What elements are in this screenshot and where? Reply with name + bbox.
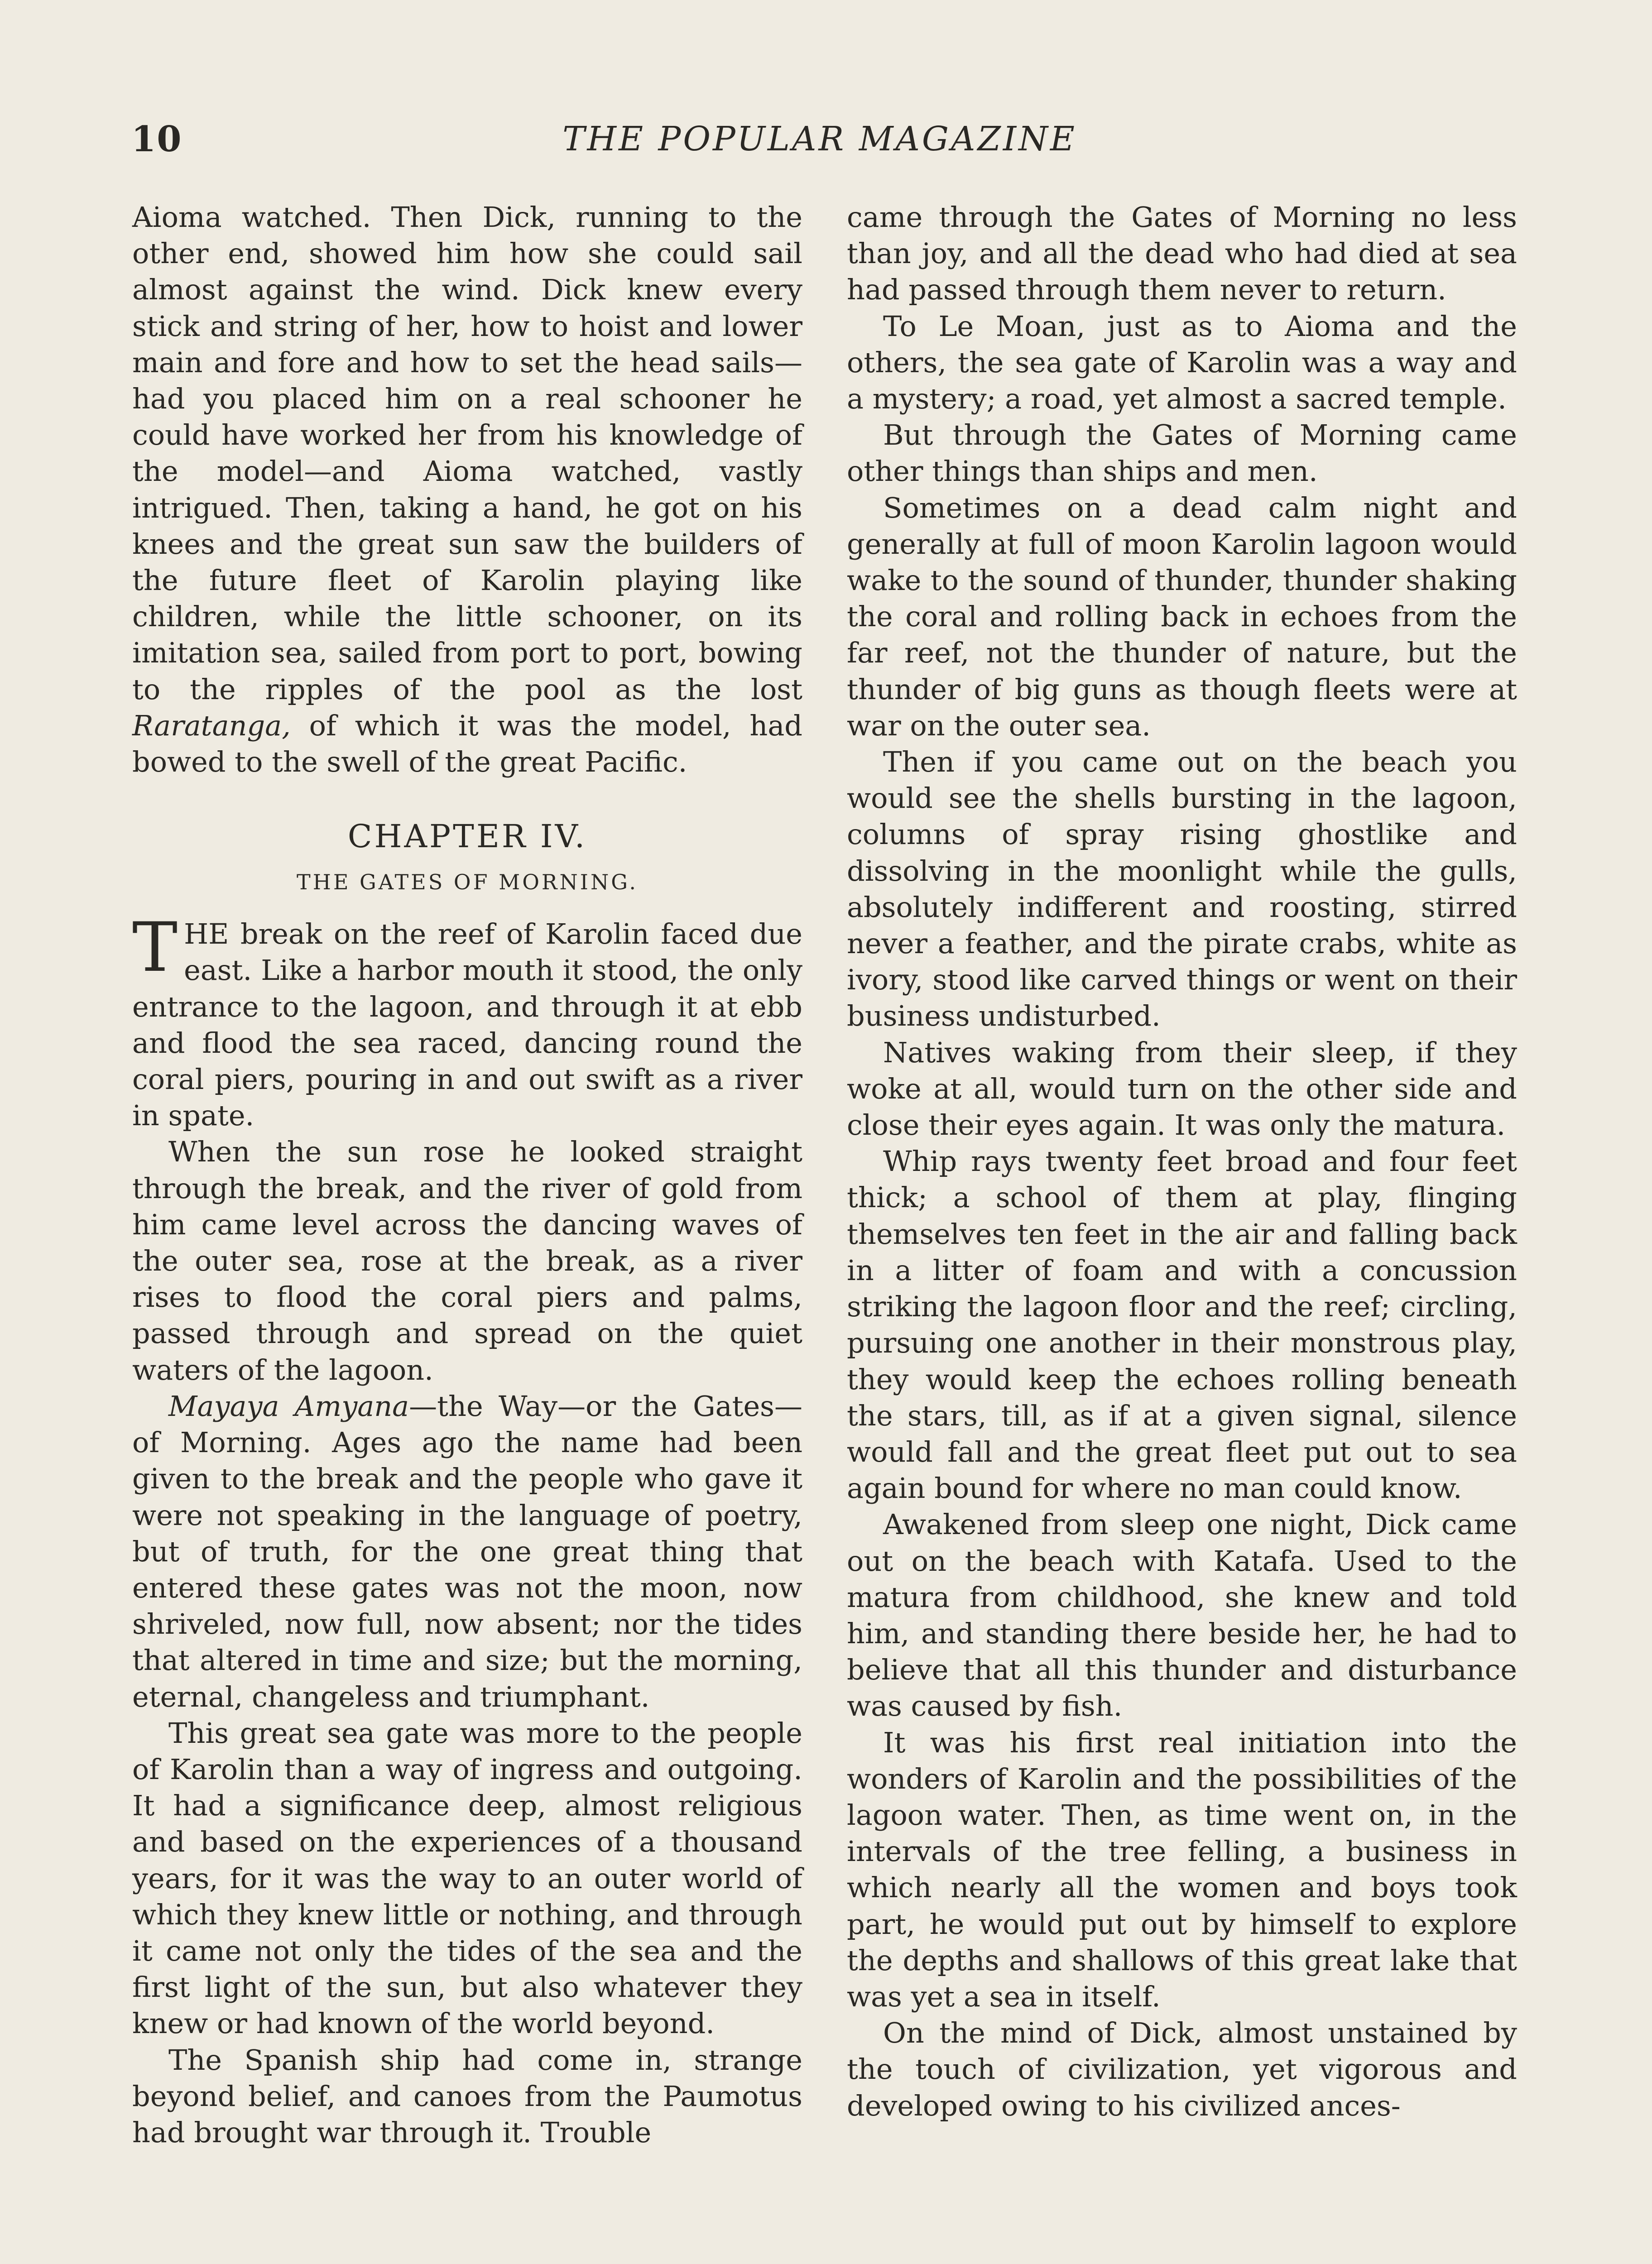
page-number: 10: [131, 119, 182, 160]
paragraph: Awakened from sleep one night, Dick came out on the beach with Katafa. Used to the matura from childhood, she knew and told him, and standing there beside her, he had to believe that all this thunder and disturbance was caused by fish.: [847, 1508, 1517, 1723]
paragraph: It was his first real initiation into the wonders of Karolin and the possibilities of the lagoon water. Then, as time went on, in the intervals of the tree felling, a business in which nearly all the women and boys took part, he would put out by himself to explore the depths and shallows of this great lake that was yet a sea in itself.: [847, 1726, 1517, 2013]
native-name: Mayaya Amyana: [168, 1389, 409, 1423]
running-head: THE POPULAR MAGAZINE: [562, 120, 1077, 158]
ship-name: Raratanga,: [132, 709, 291, 742]
paragraph: Natives waking from their sleep, if they woke at all, would turn on the other side and close their eyes again. It was only the matura.: [847, 1036, 1517, 1142]
chapter-title: CHAPTER IV.: [347, 818, 587, 855]
paragraph: The Spanish ship had come in, strange beyond belief, and canoes from the Paumotus had brought war through it. Trouble: [132, 2043, 802, 2149]
left-column: [132, 199, 802, 2151]
paragraph: Whip rays twenty feet broad and four feet thick; a school of them at play, flinging themselves ten feet in the air and falling back in a litter of foam and with a concussion striking the lagoon floor and the reef; circling, pursuing one another in their monstrous play, they would keep the echoes rolling beneath the stars, till, as if at a given signal, silence would fall and the great fleet put out to sea again bound for where no man could know.: [847, 1145, 1517, 1505]
paragraph: Aioma watched. Then Dick, running to the other end, showed him how she could sail almost against the wind. Dick knew every stick and string of her, how to hoist and lower main and fore and how to set the head sails—had you placed him on a real schooner he could have worked her from his knowledge of the model—and Aioma watched, vastly intrigued. Then, taking a hand, he got on his knees and the great sun saw the builders of the future fleet of Karolin playing like children, while the little schooner, on its imitation sea, sailed from port to port, bowing to the ripples of the pool as the lost Raratanga, of which it was the model, had bowed to the swell of the great Pacific.: [132, 201, 802, 779]
paragraph: To Le Moan, just as to Aioma and the others, the sea gate of Karolin was a way and a mystery; a road, yet almost a sacred temple.: [847, 309, 1517, 416]
paragraph: When the sun rose he looked straight through the break, and the river of gold from him came level across the dancing waves of the outer sea, rose at the break, as a river rises to flood the coral piers and palms, passed through and spread on the quiet waters of the lagoon.: [132, 1135, 802, 1386]
paragraph: came through the Gates of Morning no less than joy, and all the dead who had died at sea had passed through them never to return.: [847, 201, 1517, 307]
paragraph: This great sea gate was more to the people of Karolin than a way of ingress and outgoing. It had a significance deep, almost religious and based on the experiences of a thousand years, for it was the way to an outer world of which they knew little or nothing, and through it came not only the tides of the sea and the first light of the sun, but also whatever they knew or had known of the world beyond.: [132, 1716, 802, 2040]
chapter-subtitle: THE GATES OF MORNING.: [297, 870, 638, 895]
paragraph: Then if you came out on the beach you would see the shells bursting in the lagoon, columns of spray rising ghostlike and dissolving in the moonlight while the gulls, absolutely indifferent and roosting, stirred never a feather, and the pirate crabs, white as ivory, stood like carved things or went on their business undisturbed.: [847, 745, 1517, 1033]
paragraph: Mayaya Amyana—the Way—or the Gates—of Morning. Ages ago the name had been given to the break and the people who gave it were not speaking in the language of poetry, but of truth, for the one great thing that entered these gates was not the moon, now shriveled, now full, now absent; nor the tides that altered in time and size; but the morning, eternal, changeless and triumphant.: [132, 1389, 802, 1713]
paragraph: THE break on the reef of Karolin faced due east. Like a harbor mouth it stood, the only entrance to the lagoon, and through it at ebb and flood the sea raced, dancing round the coral piers, pouring in and out swift as a river in spate.: [132, 908, 802, 1132]
right-column: [847, 199, 1517, 2124]
paragraph: On the mind of Dick, almost unstained by the touch of civilization, yet vigorous and developed owing to his civilized ances-: [847, 2016, 1517, 2122]
drop-cap: T: [132, 908, 178, 988]
paragraph: Sometimes on a dead calm night and generally at full of moon Karolin lagoon would wake to the sound of thunder, thunder shaking the coral and rolling back in echoes from the far reef, not the thunder of nature, but the thunder of big guns as though fleets were at war on the outer sea.: [847, 491, 1517, 742]
paragraph: But through the Gates of Morning came other things than ships and men.: [847, 418, 1517, 488]
